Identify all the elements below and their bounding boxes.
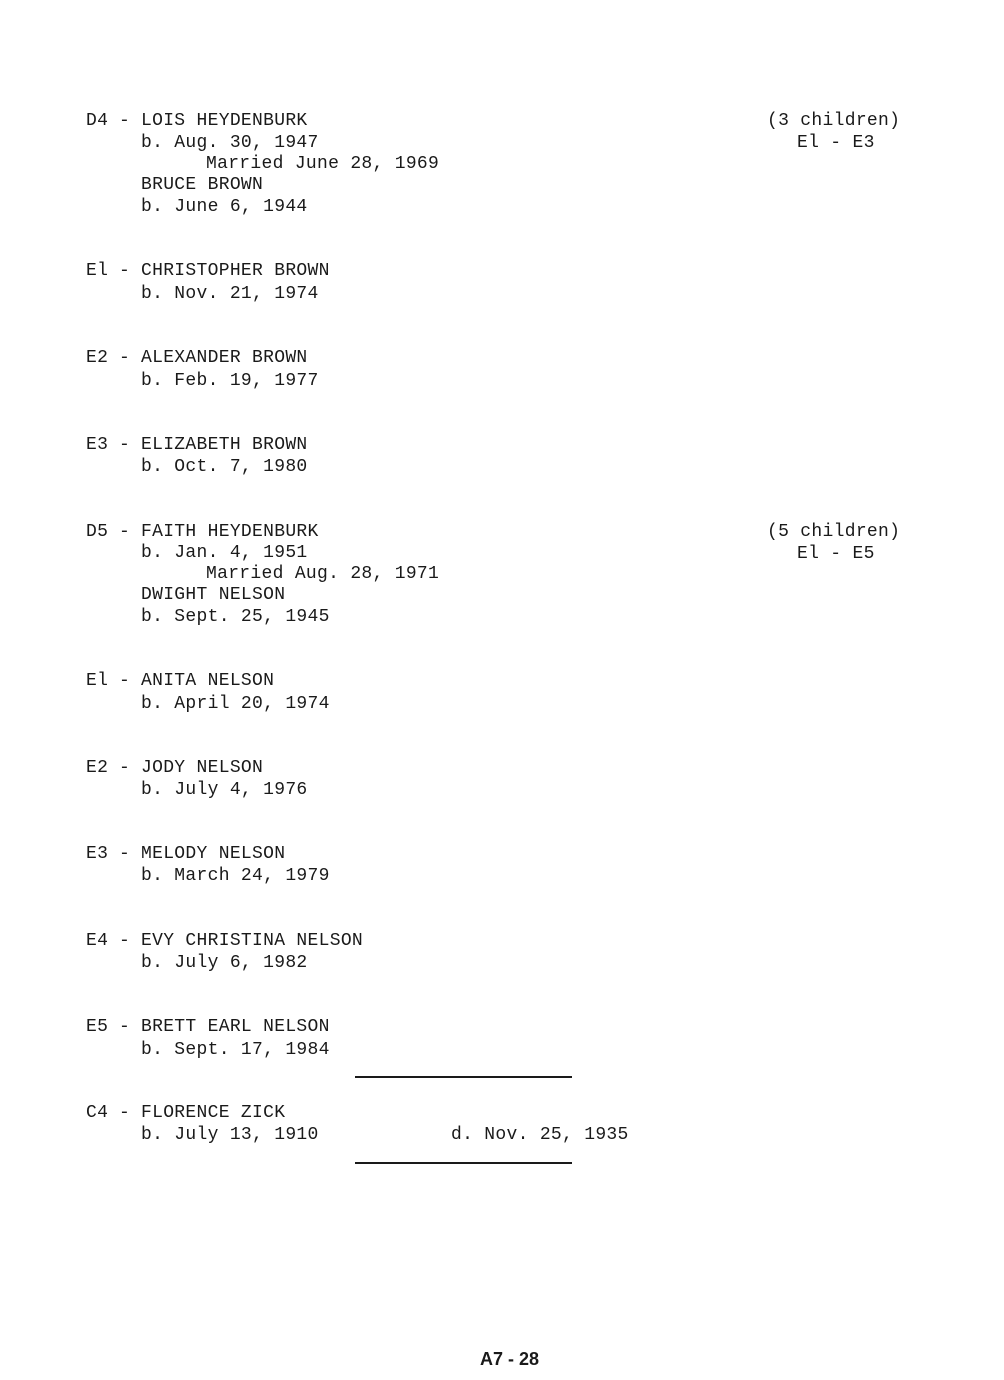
- person-name: FAITH HEYDENBURK: [141, 522, 319, 542]
- separator-dash: -: [119, 671, 131, 691]
- birth-date: b. July 4, 1976: [141, 780, 308, 800]
- children-range: El - E3: [797, 133, 875, 153]
- separator-dash: -: [119, 522, 131, 542]
- birth-date: b. July 13, 1910: [141, 1125, 319, 1145]
- person-name: BRETT EARL NELSON: [141, 1017, 330, 1037]
- entry-code: E3: [86, 844, 109, 864]
- separator-dash: -: [119, 111, 131, 131]
- spouse-name: BRUCE BROWN: [141, 175, 264, 195]
- entry-code: E5: [86, 1017, 109, 1037]
- entry-code: E4: [86, 931, 109, 951]
- person-name: CHRISTOPHER BROWN: [141, 261, 330, 281]
- person-name: ALEXANDER BROWN: [141, 348, 308, 368]
- birth-date: b. July 6, 1982: [141, 953, 308, 973]
- separator-dash: -: [119, 261, 131, 281]
- children-range: El - E5: [797, 544, 875, 564]
- entry-code: D4: [86, 111, 109, 131]
- birth-date: b. Jan. 4, 1951: [141, 543, 308, 563]
- separator-dash: -: [119, 931, 131, 951]
- entry-code: El: [86, 671, 109, 691]
- separator-dash: -: [119, 1017, 131, 1037]
- birth-date: b. Oct. 7, 1980: [141, 457, 308, 477]
- birth-date: b. March 24, 1979: [141, 866, 330, 886]
- separator-dash: -: [119, 435, 131, 455]
- person-name: MELODY NELSON: [141, 844, 286, 864]
- entry-code: E2: [86, 758, 109, 778]
- birth-date: b. Sept. 17, 1984: [141, 1040, 330, 1060]
- entry-code: C4: [86, 1103, 109, 1123]
- birth-date: b. Feb. 19, 1977: [141, 371, 319, 391]
- birth-date: b. Nov. 21, 1974: [141, 284, 319, 304]
- divider-line-top: [355, 1076, 572, 1078]
- spouse-name: DWIGHT NELSON: [141, 585, 286, 605]
- birth-date: b. Aug. 30, 1947: [141, 133, 319, 153]
- entry-code: D5: [86, 522, 109, 542]
- children-count: (3 children): [767, 111, 901, 131]
- spouse-birth-date: b. June 6, 1944: [141, 197, 308, 217]
- birth-date: b. April 20, 1974: [141, 694, 330, 714]
- marriage-date: Married June 28, 1969: [206, 154, 440, 174]
- person-name: LOIS HEYDENBURK: [141, 111, 308, 131]
- page-number: A7 - 28: [480, 1349, 540, 1369]
- person-name: ELIZABETH BROWN: [141, 435, 308, 455]
- separator-dash: -: [119, 1103, 131, 1123]
- person-name: EVY CHRISTINA NELSON: [141, 931, 364, 951]
- separator-dash: -: [119, 758, 131, 778]
- death-date: d. Nov. 25, 1935: [451, 1125, 629, 1145]
- entry-code: E3: [86, 435, 109, 455]
- person-name: ANITA NELSON: [141, 671, 275, 691]
- entry-code: E2: [86, 348, 109, 368]
- entry-code: El: [86, 261, 109, 281]
- person-name: FLORENCE ZICK: [141, 1103, 286, 1123]
- spouse-birth-date: b. Sept. 25, 1945: [141, 607, 330, 627]
- children-count: (5 children): [767, 522, 901, 542]
- separator-dash: -: [119, 348, 131, 368]
- divider-line-bottom: [355, 1162, 572, 1164]
- separator-dash: -: [119, 844, 131, 864]
- marriage-date: Married Aug. 28, 1971: [206, 564, 440, 584]
- person-name: JODY NELSON: [141, 758, 264, 778]
